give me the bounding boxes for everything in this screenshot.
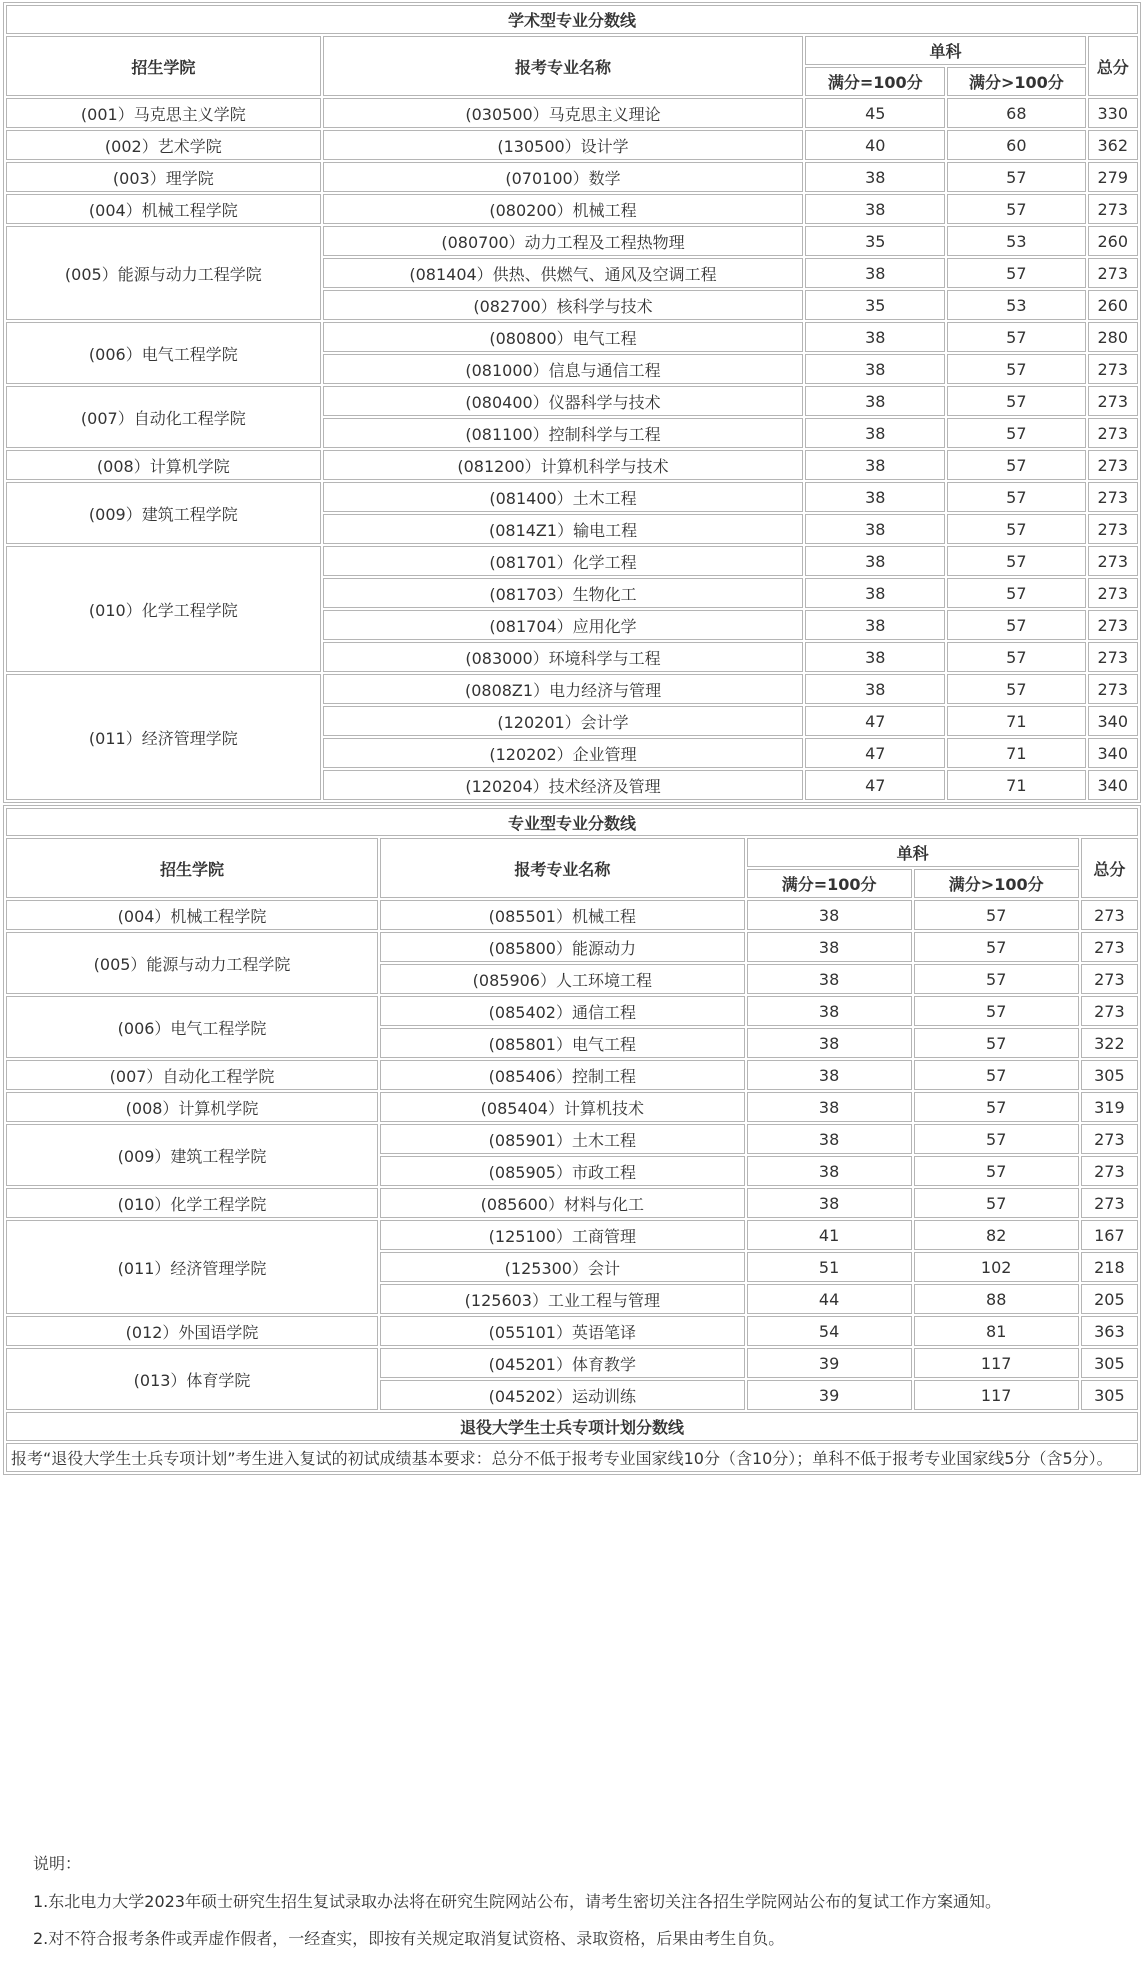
major-cell: (030500）马克思主义理论 bbox=[323, 98, 804, 128]
score-full-over-100-cell: 57 bbox=[947, 578, 1085, 608]
total-score-cell: 273 bbox=[1088, 546, 1138, 576]
header-single-subject: 单科 bbox=[747, 838, 1079, 867]
table-row bbox=[6, 98, 1138, 128]
major-cell: (070100）数学 bbox=[323, 162, 804, 192]
major-cell: (085600）材料与化工 bbox=[380, 1188, 744, 1218]
college-cell: (009）建筑工程学院 bbox=[6, 1124, 378, 1186]
table-row bbox=[6, 450, 1138, 480]
score-full-over-100-cell: 102 bbox=[914, 1252, 1079, 1282]
major-cell: (045201）体育教学 bbox=[380, 1348, 744, 1378]
score-full-over-100-cell: 57 bbox=[914, 932, 1079, 962]
score-full-over-100-cell: 57 bbox=[947, 642, 1085, 672]
total-score-cell: 340 bbox=[1088, 706, 1138, 736]
score-full-100-cell: 54 bbox=[747, 1316, 912, 1346]
score-full-over-100-cell: 82 bbox=[914, 1220, 1079, 1250]
score-full-over-100-cell: 57 bbox=[947, 162, 1085, 192]
table-row bbox=[6, 546, 1138, 576]
note-item-1: 1.东北电力大学2023年硕士研究生招生复试录取办法将在研究生院网站公布，请考生密切关注各招生学院网站公布的复试工作方案通知。 bbox=[33, 1892, 1001, 1911]
score-full-100-cell: 51 bbox=[747, 1252, 912, 1282]
total-score-cell: 273 bbox=[1081, 1188, 1138, 1218]
total-score-cell: 330 bbox=[1088, 98, 1138, 128]
score-full-100-cell: 38 bbox=[747, 1124, 912, 1154]
total-score-cell: 273 bbox=[1088, 194, 1138, 224]
header-full-100: 满分=100分 bbox=[747, 869, 912, 898]
table-row bbox=[6, 1188, 1138, 1218]
total-score-cell: 362 bbox=[1088, 130, 1138, 160]
score-full-100-cell: 38 bbox=[747, 964, 912, 994]
header-full-over-100: 满分>100分 bbox=[947, 67, 1085, 96]
total-score-cell: 280 bbox=[1088, 322, 1138, 352]
table-row bbox=[6, 932, 1138, 962]
score-full-100-cell: 35 bbox=[805, 290, 945, 320]
score-full-over-100-cell: 60 bbox=[947, 130, 1085, 160]
table-row bbox=[6, 226, 1138, 256]
professional-score-table-block bbox=[3, 805, 1141, 1475]
table-row bbox=[6, 194, 1138, 224]
major-cell: (081703）生物化工 bbox=[323, 578, 804, 608]
score-full-100-cell: 47 bbox=[805, 706, 945, 736]
score-full-over-100-cell: 57 bbox=[947, 610, 1085, 640]
major-cell: (085404）计算机技术 bbox=[380, 1092, 744, 1122]
score-full-over-100-cell: 68 bbox=[947, 98, 1085, 128]
major-cell: (125300）会计 bbox=[380, 1252, 744, 1282]
college-cell: (006）电气工程学院 bbox=[6, 996, 378, 1058]
score-full-over-100-cell: 57 bbox=[914, 996, 1079, 1026]
college-cell: (007）自动化工程学院 bbox=[6, 1060, 378, 1090]
total-score-cell: 273 bbox=[1088, 354, 1138, 384]
total-score-cell: 260 bbox=[1088, 226, 1138, 256]
major-cell: (083000）环境科学与工程 bbox=[323, 642, 804, 672]
college-cell: (012）外国语学院 bbox=[6, 1316, 378, 1346]
major-cell: (080700）动力工程及工程热物理 bbox=[323, 226, 804, 256]
notes-heading: 说明： bbox=[33, 1854, 82, 1873]
score-full-over-100-cell: 57 bbox=[914, 1124, 1079, 1154]
table-row bbox=[6, 1220, 1138, 1250]
table-row bbox=[6, 1060, 1138, 1090]
score-full-over-100-cell: 57 bbox=[947, 674, 1085, 704]
major-cell: (080200）机械工程 bbox=[323, 194, 804, 224]
score-full-100-cell: 47 bbox=[805, 738, 945, 768]
score-full-100-cell: 38 bbox=[805, 642, 945, 672]
score-full-over-100-cell: 117 bbox=[914, 1348, 1079, 1378]
table-row bbox=[6, 1092, 1138, 1122]
score-full-100-cell: 38 bbox=[747, 1028, 912, 1058]
total-score-cell: 305 bbox=[1081, 1348, 1138, 1378]
score-full-100-cell: 38 bbox=[805, 546, 945, 576]
score-full-over-100-cell: 57 bbox=[947, 514, 1085, 544]
table-row bbox=[6, 1348, 1138, 1378]
major-cell: (130500）设计学 bbox=[323, 130, 804, 160]
score-full-over-100-cell: 57 bbox=[914, 1028, 1079, 1058]
table-row bbox=[6, 1316, 1138, 1346]
college-cell: (002）艺术学院 bbox=[6, 130, 321, 160]
score-full-100-cell: 38 bbox=[805, 514, 945, 544]
table-row bbox=[6, 674, 1138, 704]
score-full-over-100-cell: 57 bbox=[947, 386, 1085, 416]
major-cell: (085906）人工环境工程 bbox=[380, 964, 744, 994]
major-cell: (085501）机械工程 bbox=[380, 900, 744, 930]
total-score-cell: 363 bbox=[1081, 1316, 1138, 1346]
college-cell: (009）建筑工程学院 bbox=[6, 482, 321, 544]
veteran-plan-title: 退役大学生士兵专项计划分数线 bbox=[6, 1412, 1138, 1441]
score-full-over-100-cell: 57 bbox=[947, 546, 1085, 576]
score-full-over-100-cell: 57 bbox=[914, 1188, 1079, 1218]
major-cell: (0808Z1）电力经济与管理 bbox=[323, 674, 804, 704]
academic-score-table bbox=[3, 2, 1141, 803]
major-cell: (125603）工业工程与管理 bbox=[380, 1284, 744, 1314]
header-single-subject: 单科 bbox=[805, 36, 1085, 65]
total-score-cell: 273 bbox=[1081, 932, 1138, 962]
college-cell: (010）化学工程学院 bbox=[6, 546, 321, 672]
total-score-cell: 273 bbox=[1088, 578, 1138, 608]
score-full-over-100-cell: 57 bbox=[914, 900, 1079, 930]
score-full-100-cell: 40 bbox=[805, 130, 945, 160]
college-cell: (011）经济管理学院 bbox=[6, 674, 321, 800]
score-full-100-cell: 38 bbox=[805, 610, 945, 640]
major-cell: (081200）计算机科学与技术 bbox=[323, 450, 804, 480]
score-full-100-cell: 38 bbox=[805, 194, 945, 224]
score-full-100-cell: 47 bbox=[805, 770, 945, 800]
major-cell: (085800）能源动力 bbox=[380, 932, 744, 962]
academic-table-title: 学术型专业分数线 bbox=[6, 5, 1138, 34]
score-full-over-100-cell: 71 bbox=[947, 770, 1085, 800]
total-score-cell: 273 bbox=[1081, 1156, 1138, 1186]
major-cell: (085801）电气工程 bbox=[380, 1028, 744, 1058]
table-row bbox=[6, 1124, 1138, 1154]
score-full-100-cell: 38 bbox=[747, 1092, 912, 1122]
note-item-2: 2.对不符合报考条件或弄虚作假者，一经查实，即按有关规定取消复试资格、录取资格，后果由考生自负。 bbox=[33, 1929, 785, 1948]
score-full-over-100-cell: 57 bbox=[914, 1156, 1079, 1186]
total-score-cell: 273 bbox=[1088, 386, 1138, 416]
score-full-100-cell: 38 bbox=[805, 322, 945, 352]
major-cell: (120204）技术经济及管理 bbox=[323, 770, 804, 800]
header-college: 招生学院 bbox=[6, 36, 321, 96]
header-major: 报考专业名称 bbox=[380, 838, 744, 898]
table-row bbox=[6, 482, 1138, 512]
major-cell: (120202）企业管理 bbox=[323, 738, 804, 768]
score-full-100-cell: 38 bbox=[747, 900, 912, 930]
score-full-100-cell: 38 bbox=[805, 674, 945, 704]
major-cell: (125100）工商管理 bbox=[380, 1220, 744, 1250]
college-cell: (005）能源与动力工程学院 bbox=[6, 226, 321, 320]
total-score-cell: 273 bbox=[1088, 674, 1138, 704]
major-cell: (085402）通信工程 bbox=[380, 996, 744, 1026]
score-full-100-cell: 39 bbox=[747, 1348, 912, 1378]
major-cell: (081404）供热、供燃气、通风及空调工程 bbox=[323, 258, 804, 288]
score-full-100-cell: 38 bbox=[805, 450, 945, 480]
score-full-over-100-cell: 71 bbox=[947, 738, 1085, 768]
score-full-over-100-cell: 57 bbox=[947, 354, 1085, 384]
header-full-100: 满分=100分 bbox=[805, 67, 945, 96]
major-cell: (120201）会计学 bbox=[323, 706, 804, 736]
header-total: 总分 bbox=[1081, 838, 1138, 898]
college-cell: (010）化学工程学院 bbox=[6, 1188, 378, 1218]
college-cell: (013）体育学院 bbox=[6, 1348, 378, 1410]
total-score-cell: 273 bbox=[1081, 964, 1138, 994]
total-score-cell: 340 bbox=[1088, 738, 1138, 768]
total-score-cell: 340 bbox=[1088, 770, 1138, 800]
header-full-over-100: 满分>100分 bbox=[914, 869, 1079, 898]
header-total: 总分 bbox=[1088, 36, 1138, 96]
total-score-cell: 218 bbox=[1081, 1252, 1138, 1282]
table-row bbox=[6, 996, 1138, 1026]
major-cell: (080800）电气工程 bbox=[323, 322, 804, 352]
score-full-100-cell: 38 bbox=[805, 386, 945, 416]
header-college: 招生学院 bbox=[6, 838, 378, 898]
score-full-over-100-cell: 57 bbox=[947, 450, 1085, 480]
score-full-over-100-cell: 53 bbox=[947, 226, 1085, 256]
score-full-over-100-cell: 57 bbox=[914, 964, 1079, 994]
score-full-over-100-cell: 57 bbox=[947, 482, 1085, 512]
total-score-cell: 273 bbox=[1081, 996, 1138, 1026]
major-cell: (080400）仪器科学与技术 bbox=[323, 386, 804, 416]
score-full-100-cell: 38 bbox=[747, 932, 912, 962]
college-cell: (004）机械工程学院 bbox=[6, 194, 321, 224]
college-cell: (008）计算机学院 bbox=[6, 450, 321, 480]
score-full-100-cell: 38 bbox=[747, 1156, 912, 1186]
professional-score-table bbox=[3, 805, 1141, 1475]
major-cell: (085406）控制工程 bbox=[380, 1060, 744, 1090]
college-cell: (011）经济管理学院 bbox=[6, 1220, 378, 1314]
total-score-cell: 305 bbox=[1081, 1380, 1138, 1410]
score-full-100-cell: 38 bbox=[805, 578, 945, 608]
total-score-cell: 322 bbox=[1081, 1028, 1138, 1058]
college-cell: (006）电气工程学院 bbox=[6, 322, 321, 384]
total-score-cell: 273 bbox=[1088, 610, 1138, 640]
header-major: 报考专业名称 bbox=[323, 36, 804, 96]
professional-table-title: 专业型专业分数线 bbox=[6, 808, 1138, 836]
college-cell: (001）马克思主义学院 bbox=[6, 98, 321, 128]
score-full-100-cell: 38 bbox=[747, 996, 912, 1026]
score-full-100-cell: 41 bbox=[747, 1220, 912, 1250]
score-full-over-100-cell: 57 bbox=[947, 418, 1085, 448]
major-cell: (081000）信息与通信工程 bbox=[323, 354, 804, 384]
major-cell: (082700）核科学与技术 bbox=[323, 290, 804, 320]
table-row bbox=[6, 130, 1138, 160]
table-row bbox=[6, 322, 1138, 352]
score-full-100-cell: 38 bbox=[805, 354, 945, 384]
score-full-100-cell: 38 bbox=[805, 418, 945, 448]
college-cell: (008）计算机学院 bbox=[6, 1092, 378, 1122]
score-full-100-cell: 45 bbox=[805, 98, 945, 128]
total-score-cell: 205 bbox=[1081, 1284, 1138, 1314]
score-full-100-cell: 38 bbox=[805, 162, 945, 192]
college-cell: (005）能源与动力工程学院 bbox=[6, 932, 378, 994]
major-cell: (081704）应用化学 bbox=[323, 610, 804, 640]
academic-score-table-block bbox=[3, 2, 1141, 803]
total-score-cell: 273 bbox=[1088, 482, 1138, 512]
score-full-100-cell: 38 bbox=[747, 1060, 912, 1090]
score-full-100-cell: 38 bbox=[747, 1188, 912, 1218]
score-full-100-cell: 39 bbox=[747, 1380, 912, 1410]
total-score-cell: 260 bbox=[1088, 290, 1138, 320]
veteran-plan-requirement: 报考“退役大学生士兵专项计划”考生进入复试的初试成绩基本要求：总分不低于报考专业国家线10分（含10分）；单科不低于报考专业国家线5分（含5分）。 bbox=[6, 1443, 1138, 1472]
score-full-over-100-cell: 71 bbox=[947, 706, 1085, 736]
major-cell: (0814Z1）输电工程 bbox=[323, 514, 804, 544]
college-cell: (003）理学院 bbox=[6, 162, 321, 192]
table-row bbox=[6, 162, 1138, 192]
total-score-cell: 273 bbox=[1088, 258, 1138, 288]
major-cell: (081701）化学工程 bbox=[323, 546, 804, 576]
total-score-cell: 319 bbox=[1081, 1092, 1138, 1122]
major-cell: (055101）英语笔译 bbox=[380, 1316, 744, 1346]
score-full-100-cell: 38 bbox=[805, 258, 945, 288]
major-cell: (045202）运动训练 bbox=[380, 1380, 744, 1410]
table-row bbox=[6, 386, 1138, 416]
total-score-cell: 273 bbox=[1081, 900, 1138, 930]
score-full-100-cell: 38 bbox=[805, 482, 945, 512]
score-full-over-100-cell: 57 bbox=[947, 322, 1085, 352]
total-score-cell: 273 bbox=[1081, 1124, 1138, 1154]
major-cell: (081400）土木工程 bbox=[323, 482, 804, 512]
total-score-cell: 305 bbox=[1081, 1060, 1138, 1090]
score-full-over-100-cell: 88 bbox=[914, 1284, 1079, 1314]
total-score-cell: 273 bbox=[1088, 514, 1138, 544]
college-cell: (007）自动化工程学院 bbox=[6, 386, 321, 448]
score-full-over-100-cell: 53 bbox=[947, 290, 1085, 320]
major-cell: (085901）土木工程 bbox=[380, 1124, 744, 1154]
major-cell: (085905）市政工程 bbox=[380, 1156, 744, 1186]
major-cell: (081100）控制科学与工程 bbox=[323, 418, 804, 448]
score-full-over-100-cell: 117 bbox=[914, 1380, 1079, 1410]
total-score-cell: 273 bbox=[1088, 642, 1138, 672]
college-cell: (004）机械工程学院 bbox=[6, 900, 378, 930]
score-full-over-100-cell: 57 bbox=[947, 194, 1085, 224]
score-full-over-100-cell: 57 bbox=[914, 1092, 1079, 1122]
total-score-cell: 167 bbox=[1081, 1220, 1138, 1250]
table-row bbox=[6, 900, 1138, 930]
total-score-cell: 273 bbox=[1088, 418, 1138, 448]
score-full-100-cell: 44 bbox=[747, 1284, 912, 1314]
score-full-over-100-cell: 57 bbox=[947, 258, 1085, 288]
total-score-cell: 279 bbox=[1088, 162, 1138, 192]
score-full-over-100-cell: 81 bbox=[914, 1316, 1079, 1346]
total-score-cell: 273 bbox=[1088, 450, 1138, 480]
score-full-100-cell: 35 bbox=[805, 226, 945, 256]
score-full-over-100-cell: 57 bbox=[914, 1060, 1079, 1090]
